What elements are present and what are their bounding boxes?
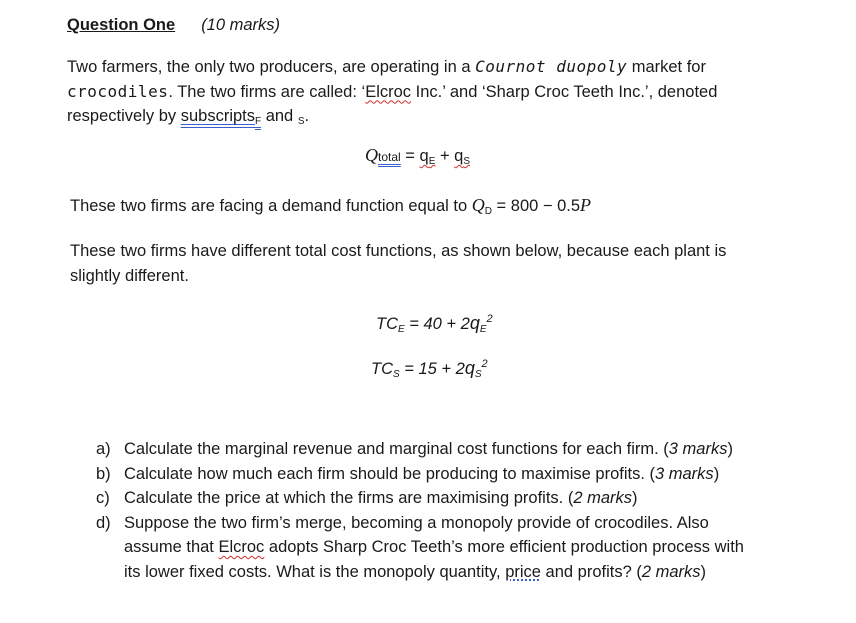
- q-symbol: Q: [365, 145, 378, 165]
- item-marks: 2 marks: [641, 562, 701, 581]
- item-text: adopts Sharp Croc Teeth’s more efficient production process with: [264, 538, 744, 556]
- intro-line-3: [67, 104, 787, 135]
- demand-sentence: [70, 193, 591, 225]
- item-marks: 2 marks: [573, 489, 633, 507]
- tc-symbol: TC: [371, 360, 393, 378]
- item-text: ): [700, 562, 707, 581]
- item-text: ): [727, 440, 733, 458]
- item-text: ): [632, 489, 638, 507]
- s-subscript: S: [474, 369, 482, 380]
- crocodiles-term: crocodiles: [67, 81, 169, 101]
- qd-symbol: Q: [471, 195, 485, 215]
- cournot-term: Cournot duopoly: [475, 57, 628, 76]
- item-line-3: [124, 560, 744, 585]
- item-text: and profits? (: [540, 562, 642, 581]
- intro-paragraph: [67, 55, 787, 135]
- costs-line-2: slightly different.: [70, 266, 189, 285]
- item-label: c): [96, 489, 110, 507]
- q-symbol: q: [469, 313, 480, 333]
- costs-paragraph: [70, 239, 790, 288]
- subscript-f: F: [255, 116, 262, 127]
- question-heading: [67, 16, 280, 35]
- qe-symbol: q: [419, 147, 429, 165]
- price-term: price: [505, 562, 541, 581]
- intro-line-2: [67, 80, 787, 105]
- e-subscript: E: [428, 156, 436, 167]
- d-subscript: D: [484, 206, 492, 217]
- question-list: [96, 437, 744, 584]
- intro-text: .: [304, 107, 310, 125]
- item-marks: 3 marks: [655, 464, 714, 483]
- tc-sharp-equation: [371, 358, 488, 380]
- tc-symbol: TC: [376, 315, 398, 333]
- e-subscript: E: [398, 324, 405, 335]
- item-label: d): [96, 513, 111, 532]
- item-text: Calculate the price at which the firms are maximising profits. (: [124, 489, 574, 507]
- tc-elcroc-equation: [376, 313, 493, 335]
- list-item: [96, 437, 744, 462]
- e-subscript: E: [479, 324, 487, 335]
- item-label: a): [96, 440, 111, 458]
- exponent: 2: [486, 313, 493, 325]
- tcs-expression: = 15 + 2: [399, 360, 465, 378]
- subscript-s: S: [297, 116, 305, 127]
- item-text: ): [713, 464, 720, 483]
- quantity-total-equation: [365, 145, 470, 167]
- item-text: Calculate how much each firm should be producing to maximise profits. (: [124, 464, 655, 483]
- item-text: assume that: [124, 538, 219, 556]
- demand-equation: = 800 − 0.5: [491, 197, 581, 215]
- elcroc-name: Elcroc: [218, 538, 265, 556]
- p-symbol: P: [580, 195, 592, 215]
- item-text: Calculate the marginal revenue and marginal cost functions for each firm. (: [124, 440, 669, 458]
- intro-text: . The two firms are called: ‘: [168, 82, 366, 101]
- question-title: Question One: [67, 16, 176, 34]
- intro-text: and: [261, 107, 298, 125]
- s-subscript: S: [463, 156, 471, 167]
- exponent: 2: [481, 358, 488, 370]
- list-item: [96, 511, 744, 585]
- elcroc-name: Elcroc: [365, 82, 412, 101]
- list-item: [96, 486, 744, 511]
- intro-text: Inc.’ and ‘Sharp Croc Teeth Inc.’, denoted: [411, 82, 718, 101]
- list-item: [96, 462, 744, 487]
- item-text: Suppose the two firm’s merge, becoming a monopoly provide of crocodiles. Also: [124, 513, 709, 532]
- intro-line-1: [67, 55, 787, 80]
- plus-sign: +: [435, 147, 455, 165]
- tce-expression: = 40 + 2: [404, 315, 470, 333]
- intro-text: market for: [627, 58, 706, 76]
- subscripts-term: subscripts: [180, 107, 255, 125]
- demand-text: These two firms are facing a demand function equal to: [70, 197, 472, 215]
- intro-text: respectively by: [67, 107, 181, 125]
- s-subscript: S: [393, 369, 400, 380]
- equals-sign: =: [400, 147, 420, 165]
- item-marks: 3 marks: [668, 440, 728, 458]
- item-line-2: [124, 535, 744, 560]
- question-marks: (10 marks): [201, 16, 281, 34]
- costs-line-1: These two firms have different total cost functions, as shown below, because each plant is: [70, 242, 727, 260]
- qs-symbol: q: [454, 147, 464, 165]
- q-symbol: q: [464, 358, 475, 378]
- intro-text: Two farmers, the only two producers, are operating in a: [67, 58, 476, 76]
- item-label: b): [96, 464, 111, 483]
- total-subscript: total: [378, 150, 401, 164]
- item-text: its lower fixed costs. What is the monopoly quantity,: [124, 562, 506, 581]
